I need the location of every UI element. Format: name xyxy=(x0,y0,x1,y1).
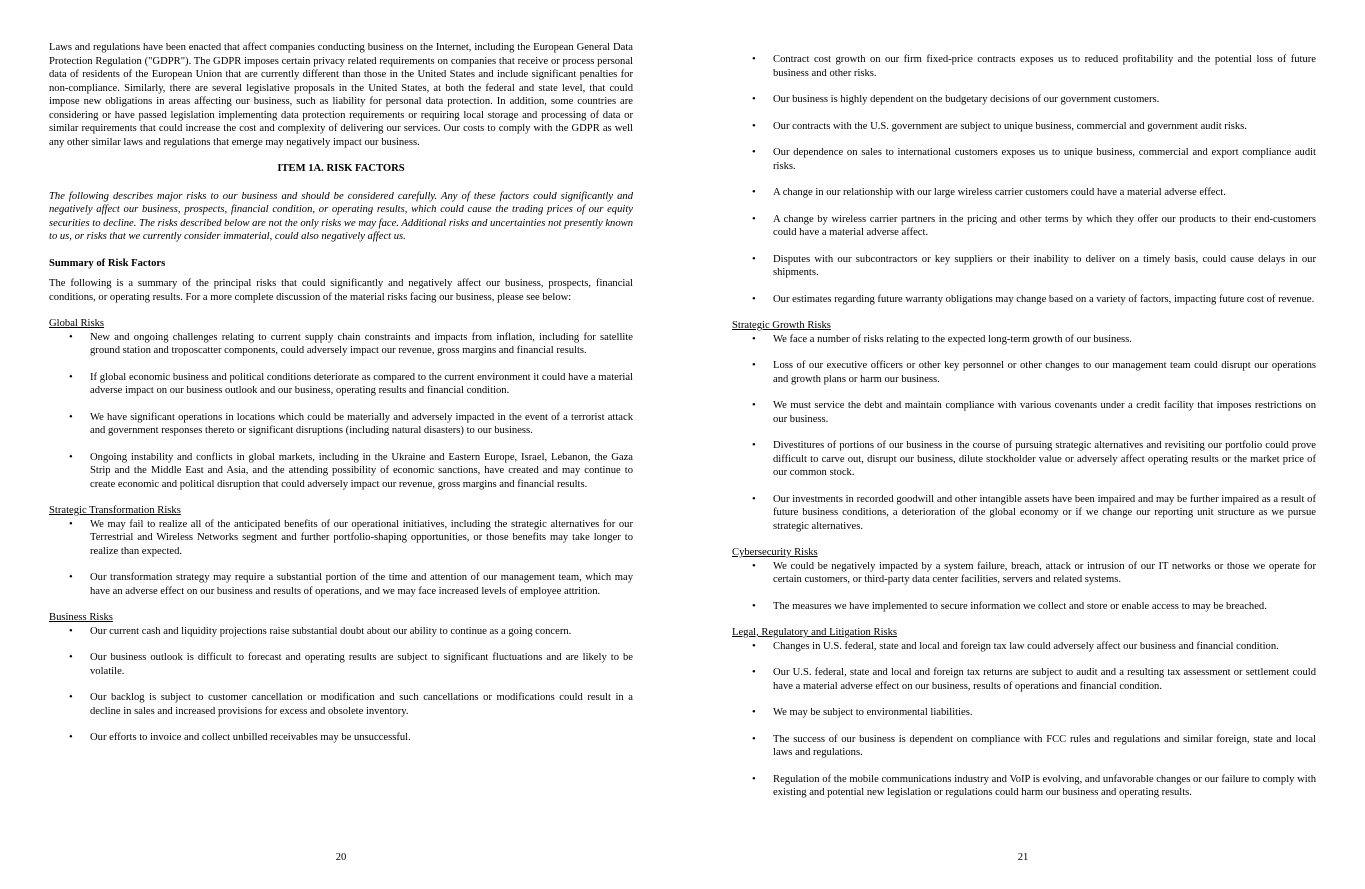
document-page-right xyxy=(682,0,1365,889)
global-risks-list xyxy=(49,331,633,492)
list-item: • Our efforts to invoice and collect unbilled receivables may be unsuccessful. xyxy=(69,732,411,743)
list-item: • Our backlog is subject to customer cancellation or modification and such cancellations or modifications could result in a decline in sales and increased provisions for excess and obsolete inventory. xyxy=(69,692,633,717)
list-item: • The measures we have implemented to secure information we collect and store or enable access to may be breached. xyxy=(752,600,1267,612)
bullet-icon: • xyxy=(752,493,756,505)
list-item: • We could be negatively impacted by a system failure, breach, attack or intrusion of our IT networks or those we operate for certain customers, or third-party data center facilities, servers and related systems. xyxy=(752,560,1316,585)
list-item: • If global economic business and political conditions deteriorate as compared to the current environment it could have a material adverse impact on our business outlook and our business, operating results and financial condition. xyxy=(69,371,633,396)
list-item: • The success of our business is dependent on compliance with FCC rules and regulations and similar foreign, state and local laws and regulations. xyxy=(752,733,1316,758)
bullet-icon: • xyxy=(69,411,73,423)
list-item: • Ongoing instability and conflicts in global markets, including in the Ukraine and Eastern Europe, Israel, Lebanon, the Gaza Strip and the Middle East and Asia, and the attending possibility of economic sanctions, have created and may continue to create economic and political disruption that could adversely impact our revenue, gross margins and financial results. xyxy=(69,451,633,490)
strategic-growth-risks-list xyxy=(732,333,1316,534)
list-item: • Our current cash and liquidity projections raise substantial doubt about our ability to continue as a going concern. xyxy=(69,625,572,637)
bullet-icon: • xyxy=(752,667,756,678)
page-right-content xyxy=(732,53,1316,813)
list-item: • Our estimates regarding future warranty obligations may change based on a variety of factors, impacting future cost of revenue. xyxy=(752,293,1315,305)
risk-factors-intro: The following describes major risks to our business and should be considered carefully. Any of these factors could significantly and negatively affect our business, prospects, financial condition, or operating results, which could cause the trading prices of our equity securities to decline. The risks described below are not the only risks we may face. Additional risks and uncertainties not presently known to us, or risks that we currently consider immaterial, could also negatively affect us. xyxy=(49,190,633,242)
bullet-icon: • xyxy=(752,147,756,158)
bullet-icon: • xyxy=(69,652,73,663)
page-number: 20 xyxy=(335,852,347,863)
section-title-strategic-growth-risks: Strategic Growth Risks xyxy=(732,320,831,331)
business-risks-list xyxy=(49,625,633,745)
bullet-icon: • xyxy=(69,692,73,703)
bullet-icon: • xyxy=(69,518,73,530)
list-item: • Changes in U.S. federal, state and local and foreign tax law could adversely affect our business and financial condition. xyxy=(752,640,1279,652)
bullet-icon: • xyxy=(752,733,756,745)
legal-regulatory-risks-list xyxy=(732,640,1316,800)
list-item: • Regulation of the mobile communications industry and VoIP is evolving, and unfavorable changes or our failure to comply with existing and potential new legislation or regulations could harm our business and operating results. xyxy=(752,773,1316,798)
list-item: • Contract cost growth on our firm fixed-price contracts exposes us to reduced profitability and the potential loss of future business and other risks. xyxy=(752,54,1316,79)
list-item: • We face a number of risks relating to the expected long-term growth of our business. xyxy=(752,333,1132,345)
bullet-icon: • xyxy=(752,560,756,572)
section-title-cybersecurity-risks: Cybersecurity Risks xyxy=(732,547,818,558)
list-item: • Our dependence on sales to international customers exposes us to unique business, commercial and export compliance audit risks. xyxy=(752,147,1316,172)
bullet-icon: • xyxy=(752,293,756,305)
bullet-icon: • xyxy=(752,253,756,265)
bullet-icon: • xyxy=(752,213,756,225)
bullet-icon: • xyxy=(752,187,756,198)
gdpr-paragraph: Laws and regulations have been enacted that affect companies conducting business on the Internet, including the European General Data Protection Regulation ("GDPR"). The GDPR imposes certain privacy related requirements on companies that receive or process personal data of residents of the European Union that are currently different than those in the United States and include significant penalties for non-compliance. Similarly, there are several legislative proposals in the United States, at both the federal and state level, that could impose new obligations in areas affecting our business, such as liability for personal data protection. In addition, some countries are considering or have passed legislation implementing data protection requirements or requiring local storage and processing of data or similar requirements that could increase the cost and complexity of delivering our services. Our costs to comply with the GDPR as well any other similar laws and regulations that emerge may negatively impact our business. xyxy=(49,42,633,148)
cybersecurity-risks-list xyxy=(732,560,1316,614)
bullet-icon: • xyxy=(752,333,756,345)
document-page-left xyxy=(0,0,682,889)
list-item: • New and ongoing challenges relating to current supply chain constraints and impacts from inflation, including for satellite ground station and troposcatter components, could adversely impact our revenue, gross margins and financial results. xyxy=(69,331,633,356)
bullet-icon: • xyxy=(752,94,756,105)
risk-factors-heading: ITEM 1A. RISK FACTORS xyxy=(277,163,405,174)
bullet-icon: • xyxy=(752,600,756,612)
list-item: • We may fail to realize all of the anticipated benefits of our operational initiatives, including the strategic alternatives for our Terrestrial and Wireless Networks segment and further portfolio-shaping opportunities, or those benefits may take longer to realize than expected. xyxy=(69,518,633,557)
page-number: 21 xyxy=(1017,852,1029,863)
summary-heading: Summary of Risk Factors xyxy=(49,257,166,269)
bullet-icon: • xyxy=(752,400,756,411)
bullet-icon: • xyxy=(69,625,73,637)
bullet-icon: • xyxy=(752,440,756,451)
list-item: • Loss of our executive officers or other key personnel or other changes to our management team could disrupt our operations and growth plans or harm our business. xyxy=(752,360,1316,385)
bullet-icon: • xyxy=(752,360,756,371)
list-item: • Our U.S. federal, state and local and foreign tax returns are subject to audit and a resulting tax assessment or settlement could have a material adverse effect on our business, results of operations and financial condition. xyxy=(752,667,1316,692)
strategic-transformation-risks-list xyxy=(49,518,633,599)
bullet-icon: • xyxy=(752,640,756,652)
list-item: • Our contracts with the U.S. government are subject to unique business, commercial and government audit risks. xyxy=(752,120,1247,132)
business-risks-list-continued xyxy=(732,53,1316,306)
summary-paragraph: The following is a summary of the principal risks that could significantly and negatively affect our business, prospects, financial conditions, or operating results. For a more complete discussion of the material risks facing our business, please see below: xyxy=(49,278,633,303)
section-title-legal-regulatory-risks: Legal, Regulatory and Litigation Risks xyxy=(732,627,898,638)
list-item: • Our business is highly dependent on the budgetary decisions of our government customers. xyxy=(752,94,1160,105)
list-item: • Our transformation strategy may require a substantial portion of the time and attention of our management team, which may have an adverse effect on our business and results of operations, and we may face increased levels of employee attrition. xyxy=(69,572,633,597)
bullet-icon: • xyxy=(69,572,73,583)
bullet-icon: • xyxy=(69,451,73,463)
list-item: • We have significant operations in locations which could be materially and adversely impacted in the event of a terrorist attack and government responses thereto or significant disruptions (including natural disasters) to our business. xyxy=(69,411,633,436)
bullet-icon: • xyxy=(752,773,756,785)
bullet-icon: • xyxy=(752,120,756,132)
list-item: • We may be subject to environmental liabilities. xyxy=(752,707,973,718)
section-title-business-risks: Business Risks xyxy=(49,612,113,623)
bullet-icon: • xyxy=(752,54,756,65)
list-item: • Our investments in recorded goodwill and other intangible assets have been impaired and may be further impaired as a result of future business conditions, a deterioration of the global economy or if we change our reporting unit structure as we pursue strategic alternatives. xyxy=(752,493,1316,532)
list-item: • A change by wireless carrier partners in the pricing and other terms by which they offer our products to their end-customers could have a material adverse affect. xyxy=(752,213,1316,238)
list-item: • A change in our relationship with our large wireless carrier customers could have a material adverse effect. xyxy=(752,187,1226,198)
list-item: • Divestitures of portions of our business in the course of pursuing strategic alternatives and revisiting our portfolio could prove difficult to carve out, disrupt our business, dilute stockholder value or adversely affect operating results or the market price of our common stock. xyxy=(752,440,1316,478)
bullet-icon: • xyxy=(752,707,756,718)
list-item: • Our business outlook is difficult to forecast and operating results are subject to significant fluctuations and are likely to be volatile. xyxy=(69,652,633,677)
section-title-global-risks: Global Risks xyxy=(49,318,105,329)
list-item: • Disputes with our subcontractors or key suppliers or their inability to deliver on a timely basis, could cause delays in our shipments. xyxy=(752,253,1316,278)
list-item: • We must service the debt and maintain compliance with various covenants under a credit facility that imposes restrictions on our business. xyxy=(752,400,1316,425)
bullet-icon: • xyxy=(69,371,73,383)
section-title-strategic-transformation-risks: Strategic Transformation Risks xyxy=(49,505,181,516)
bullet-icon: • xyxy=(69,331,73,343)
page-left-content xyxy=(49,41,633,758)
bullet-icon: • xyxy=(69,732,73,743)
